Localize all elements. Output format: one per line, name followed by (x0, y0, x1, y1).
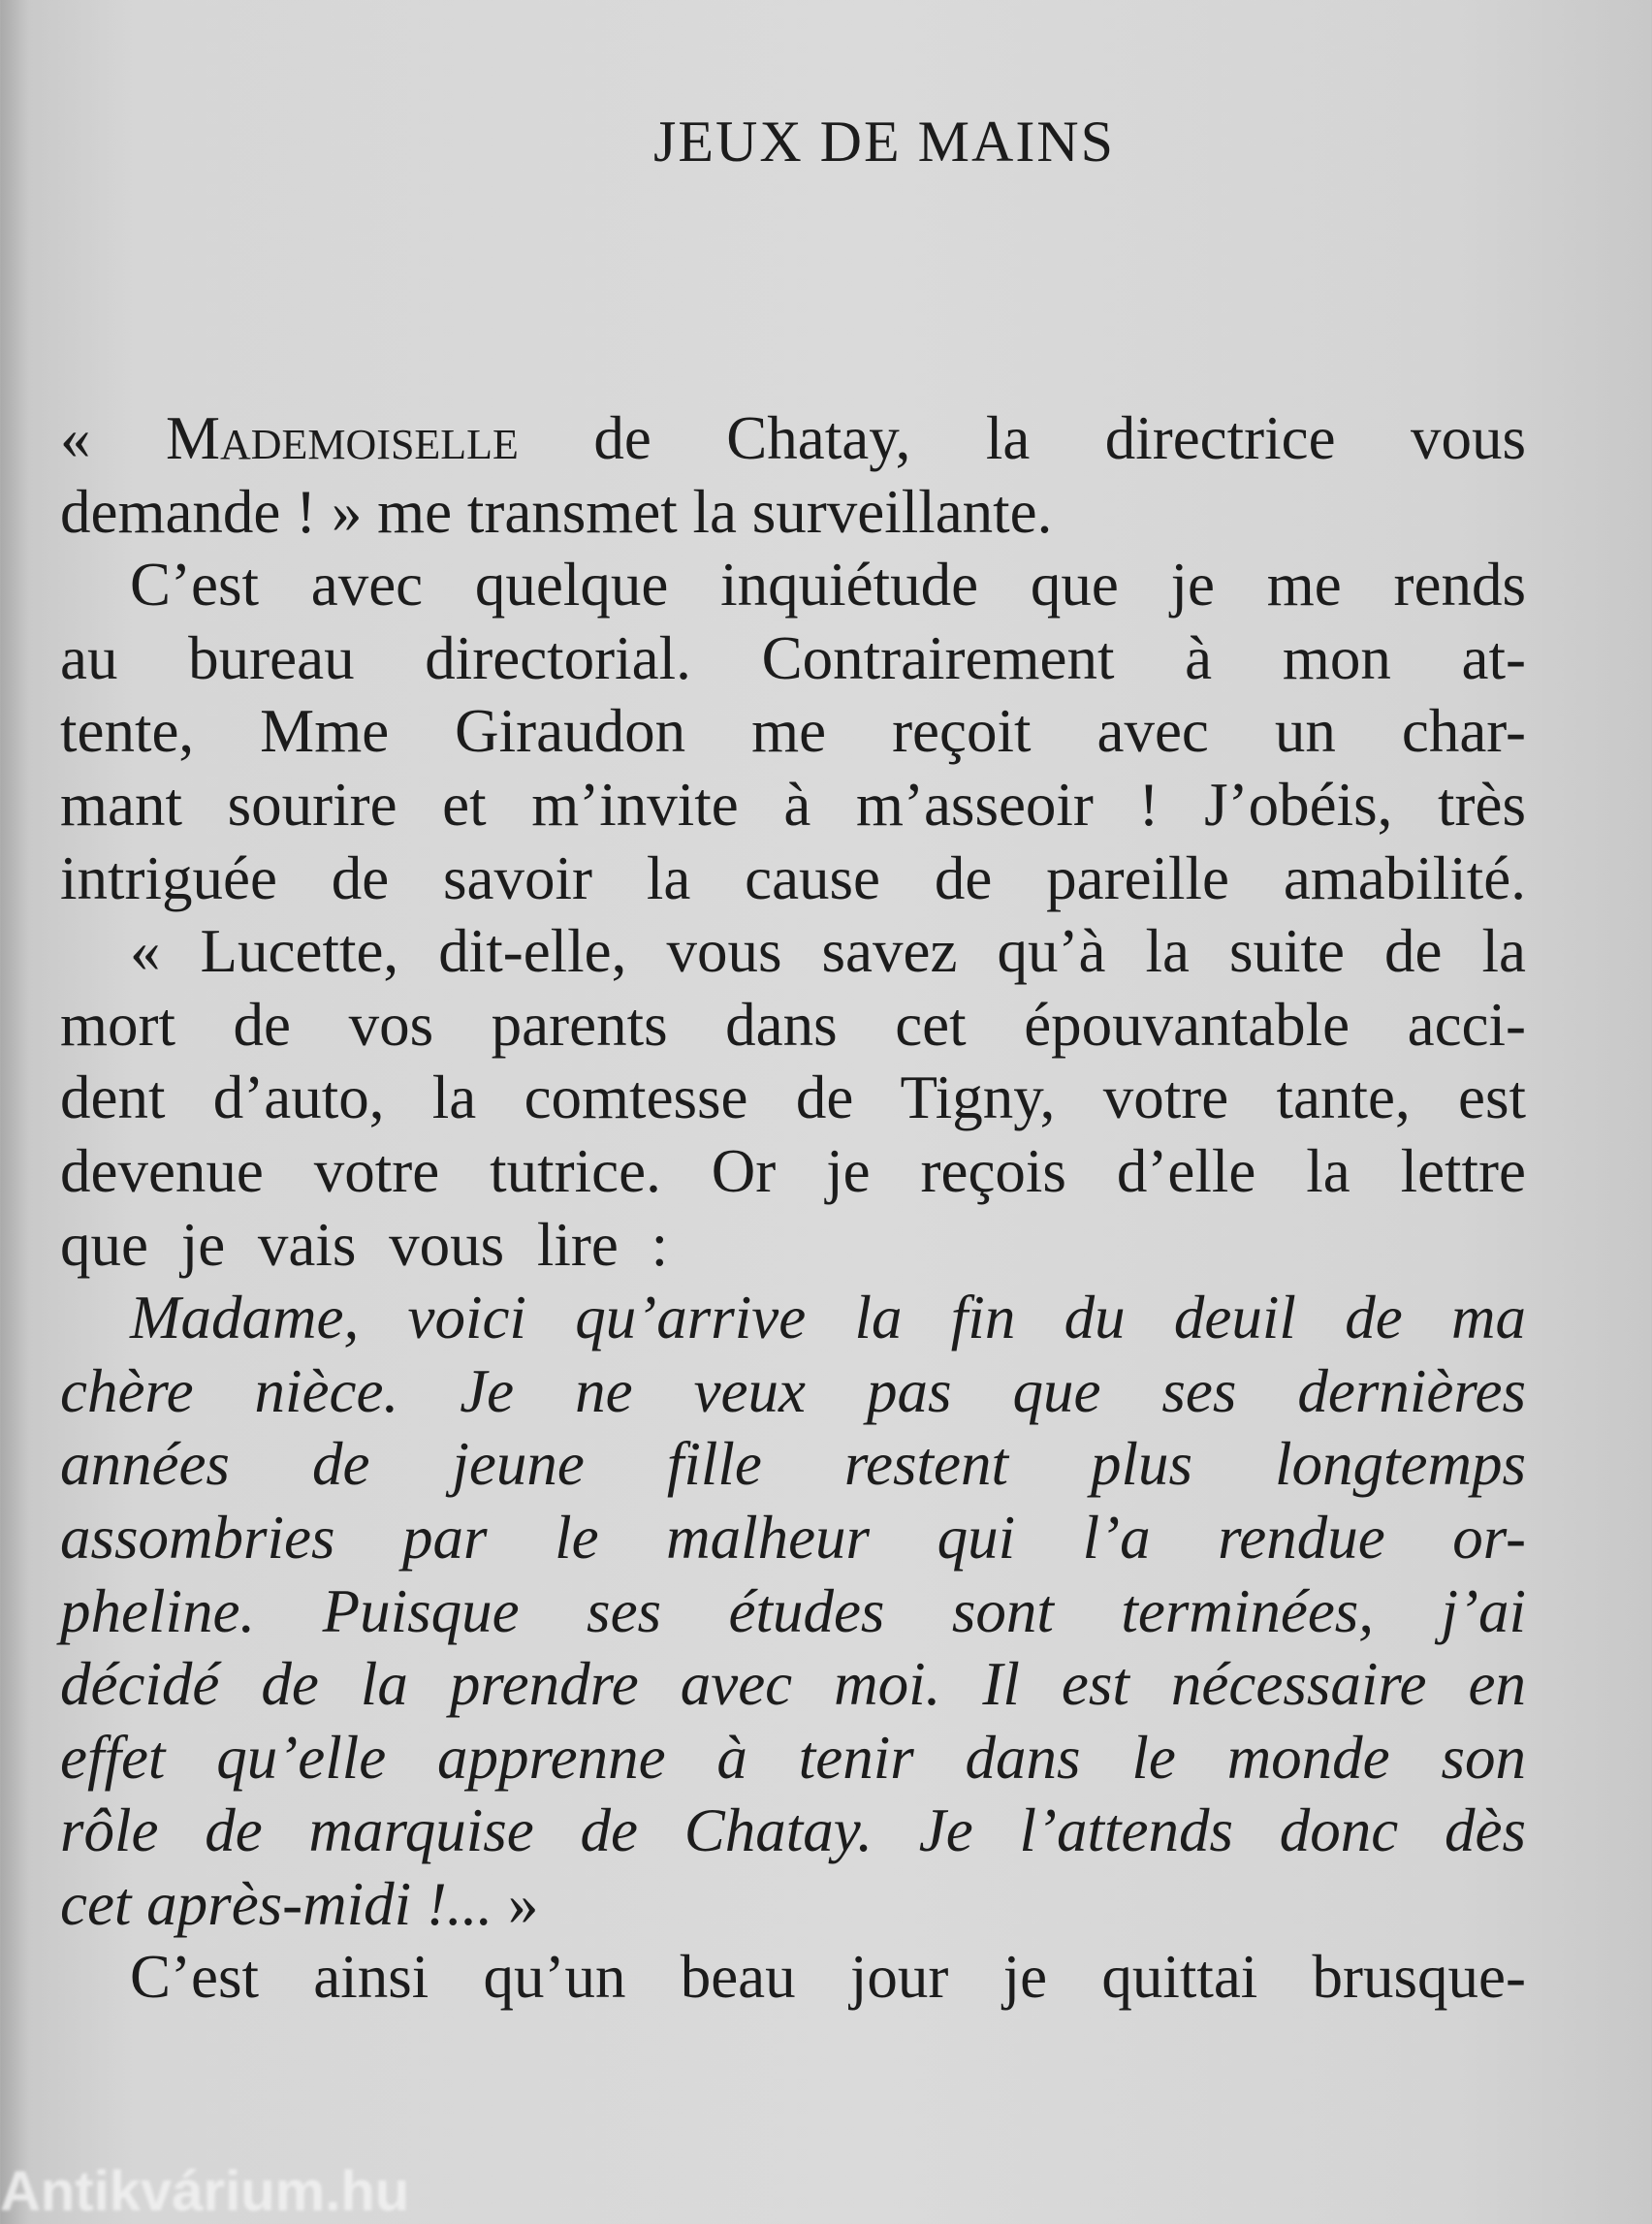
page-body (60, 402, 1526, 2015)
text-line: devenue votre tutrice. Or je reçois d’elle la lettre (60, 1136, 1526, 1205)
small-caps-word: Mademoiselle (165, 404, 519, 472)
text-line: chère nièce. Je ne veux pas que ses dernières (60, 1356, 1526, 1425)
text-line: mort de vos parents dans cet épouvantable acci- (60, 990, 1526, 1059)
text-line: Madame, voici qu’arrive la fin du deuil de ma (130, 1284, 1526, 1352)
text-line: « Lucette, dit-elle, vous savez qu’à la suite de la (130, 917, 1526, 986)
line-text: cet après-midi !... (60, 1869, 493, 1938)
text-line: au bureau directorial. Contrairement à mon at- (60, 623, 1526, 692)
text-line: mant sourire et m’invite à m’asseoir ! J’obéis, très (60, 770, 1526, 839)
text-line: années de jeune fille restent plus longtemps (60, 1430, 1526, 1499)
chapter-title: JEUX DE MAINS (653, 110, 1115, 174)
text-line: assombries par le malheur qui l’a rendue or- (60, 1503, 1526, 1572)
text-line: que je vais vous lire : (60, 1210, 669, 1279)
text-line: rôle de marquise de Chatay. Je l’attends donc dès (60, 1796, 1526, 1865)
close-quote: » (492, 1869, 539, 1938)
text-line: effet qu’elle apprenne à tenir dans le monde son (60, 1723, 1526, 1792)
text-line (60, 402, 1526, 476)
text-line: dent d’auto, la comtesse de Tigny, votre tante, est (60, 1064, 1526, 1132)
text-line (60, 1868, 1526, 1942)
text-line: demande ! » me transmet la surveillante. (60, 477, 1053, 546)
line-text: de Chatay, la directrice vous (518, 404, 1527, 472)
text-line: pheline. Puisque ses études sont terminées, j’ai (60, 1576, 1526, 1645)
text-line: C’est ainsi qu’un beau jour je quittai brusque- (130, 1943, 1526, 2012)
text-line: décidé de la prendre avec moi. Il est nécessaire en (60, 1650, 1526, 1719)
text-line: intriguée de savoir la cause de pareille amabilité. (60, 843, 1526, 912)
watermark: Antikvárium.hu (0, 2160, 410, 2223)
open-quote: « (60, 404, 166, 472)
text-line: C’est avec quelque inquiétude que je me rends (130, 551, 1526, 620)
text-line: tente, Mme Giraudon me reçoit avec un char- (60, 697, 1526, 766)
